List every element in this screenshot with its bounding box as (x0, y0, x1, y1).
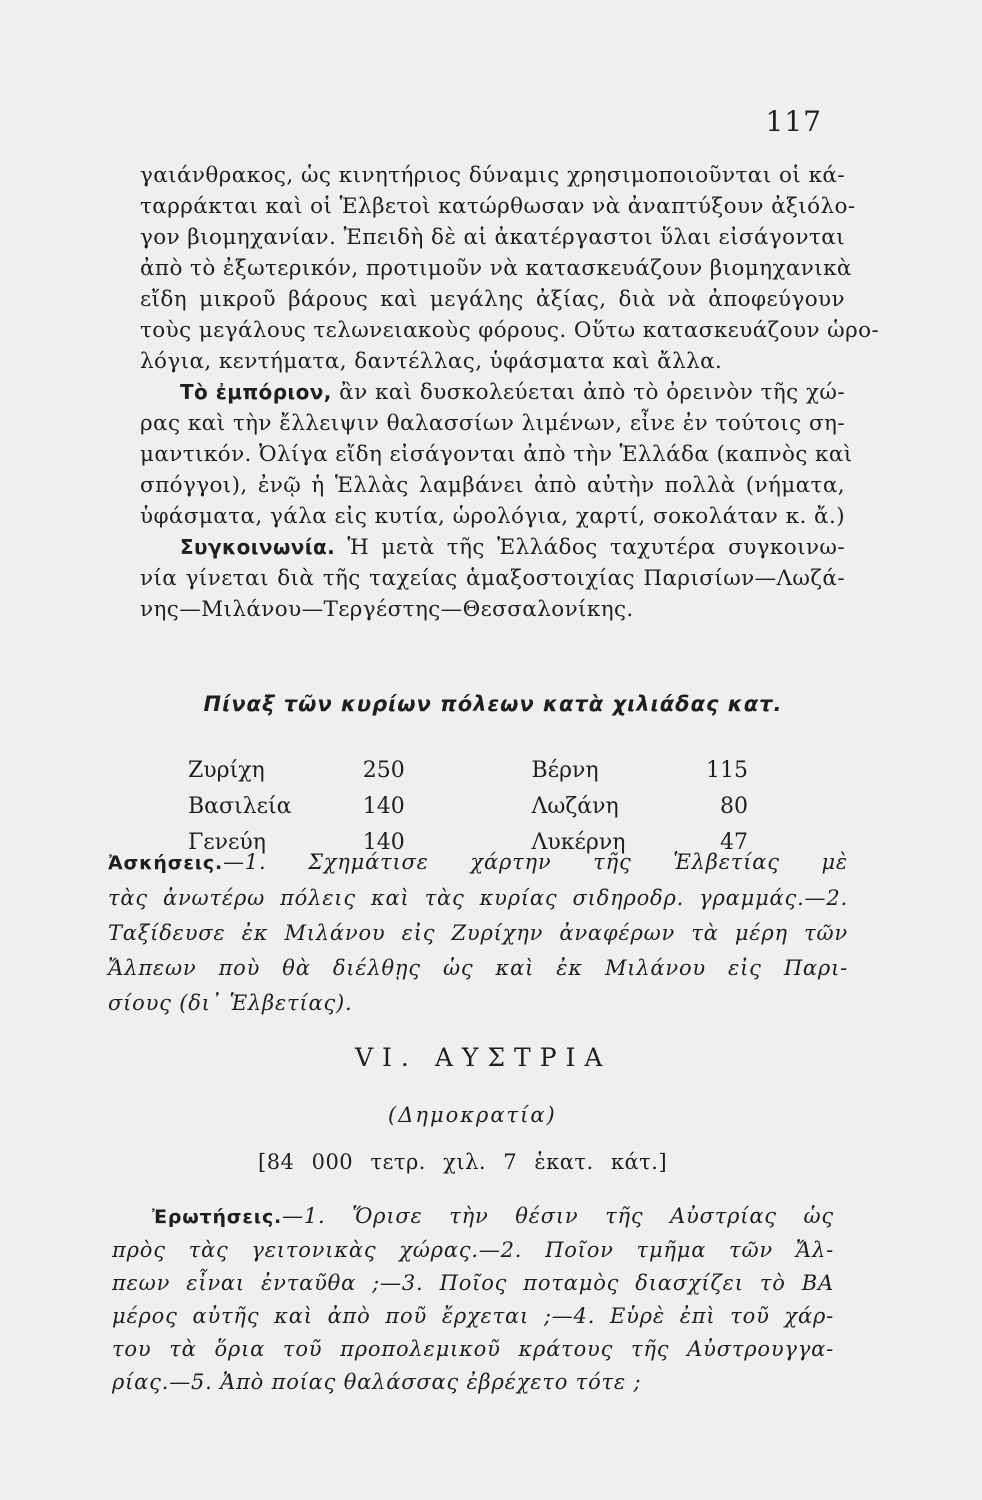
exercise-line: Ἄλπεων ποὺ θὰ διέλθῃς ὡς καὶ ἐκ Μιλάνου εἰς Παρι- (108, 956, 848, 980)
page-number: 117 (765, 105, 822, 138)
paragraph-line: ἀπὸ τὸ ἐξωτερικόν, προτιμοῦν νὰ κατασκευάζουν βιομηχανικὰ (140, 256, 852, 281)
paragraph-line: εἴδη μικροῦ βάρους καὶ μεγάλης ἀξίας, διὰ νὰ ἀποφεύγουν (140, 287, 845, 312)
commerce-line: ἂν καὶ δυσκολεύεται ἀπὸ τὸ ὀρεινὸν τῆς χώ- (339, 380, 846, 405)
exercises-first-line (108, 845, 848, 881)
exercise-line: σίους (δι᾿ Ἑλβετίας). (108, 991, 353, 1015)
city-name: Γενεύη (188, 829, 266, 855)
city-name: Λωζάνη (531, 793, 619, 819)
communication-line: Ἡ μετὰ τῆς Ἑλλάδος ταχυτέρα συγκοινω- (347, 535, 845, 560)
city-population: 140 (362, 829, 405, 855)
city-name: Βέρνη (531, 757, 599, 783)
city-population: 47 (720, 829, 748, 855)
paragraph-line: τοὺς μεγάλους τελωνειακοὺς φόρους. Οὕτω κατασκευάζουν ὡρο- (140, 318, 880, 343)
communication-term: Συγκοινωνία. (180, 535, 336, 559)
city-population: 115 (706, 757, 748, 783)
city-population: 250 (362, 757, 405, 783)
exercise-line: Ταξίδευσε ἐκ Μιλάνου εἰς Ζυρίχην ἀναφέρων τὰ μέρη τῶν (108, 921, 848, 945)
city-population: 140 (362, 793, 405, 819)
questions-lead: Ἐρωτήσεις. (152, 1206, 283, 1228)
question-line: πεων εἶναι ἐνταῦθα ;—3. Ποῖος ποταμὸς διασχίζει τὸ ΒΑ (112, 1271, 834, 1295)
table-row (188, 788, 748, 824)
table-row (188, 752, 748, 788)
commerce-first-line (140, 377, 845, 408)
paragraph-line: γον βιομηχανίαν. Ἐπειδὴ δὲ αἱ ἀκατέργαστοι ὕλαι εἰσάγονται (140, 225, 845, 250)
questions-first-line (112, 1200, 834, 1234)
exercises-block (108, 845, 848, 1021)
communication-first-line (140, 532, 845, 563)
city-name: Ζυρίχη (188, 757, 265, 783)
city-population: 80 (720, 793, 748, 819)
paragraph-line: γαιάνθρακος, ὡς κινητήριος δύναμις χρησιμοποιοῦνται οἱ κά- (140, 163, 845, 188)
city-name: Λυκέρνη (531, 829, 626, 855)
commerce-line: ρας καὶ τὴν ἔλλειψιν θαλασσίων λιμένων, εἶνε ἐν τούτοις ση- (140, 411, 845, 436)
paragraph-line: λόγια, κεντήματα, δαντέλλας, ὑφάσματα καὶ ἄλλα. (140, 349, 723, 374)
question-line: μέρος αὐτῆς καὶ ἀπὸ ποῦ ἔρχεται ;—4. Εὑρὲ ἐπὶ τοῦ χάρ- (112, 1304, 834, 1328)
exercise-line: —1. Σχημάτισε χάρτην τῆς Ἑλβετίας μὲ (222, 850, 848, 874)
commerce-line: μαντικόν. Ὀλίγα εἴδη εἰσάγονται ἀπὸ τὴν Ἑλλάδα (καπνὸς καὶ (140, 442, 853, 467)
area-note: [84 000 τετρ. χιλ. 7 ἑκατ. κάτ.] (258, 1150, 668, 1174)
question-line: —1. Ὅρισε τὴν θέσιν τῆς Αὐστρίας ὡς (282, 1204, 834, 1228)
city-name: Βασιλεία (188, 793, 292, 819)
body-text (140, 160, 880, 625)
commerce-line: σπόγγοι), ἐνῷ ἡ Ἑλλὰς λαμβάνει ἀπὸ αὐτὴν πολλὰ (νήματα, (140, 473, 845, 498)
section-subtitle: (Δημοκρατία) (388, 1103, 557, 1127)
question-line: ρίας.—5. Ἀπὸ ποίας θαλάσσας ἐβρέχετο τότε ; (112, 1370, 642, 1394)
paragraph-line: ταρράκται καὶ οἱ Ἑλβετοὶ κατώρθωσαν νὰ ἀναπτύξουν ἀξιόλο- (140, 194, 856, 219)
section-heading: VI. ΑΥΣΤΡΙΑ (355, 1043, 612, 1072)
communication-line: νία γίνεται διὰ τῆς ταχείας ἁμαξοστοιχίας Παρισίων—Λωζά- (140, 566, 845, 591)
table-title: Πίναξ τῶν κυρίων πόλεων κατὰ χιλιάδας κατ. (203, 692, 783, 716)
questions-block (112, 1200, 834, 1399)
communication-line: νης—Μιλάνου—Τεργέστης—Θεσσαλονίκης. (140, 597, 634, 622)
question-line: του τὰ ὅρια τοῦ προπολεμικοῦ κράτους τῆς Αὐστρουγγα- (112, 1337, 834, 1361)
exercises-lead: Ἀσκήσεις. (108, 852, 223, 874)
question-line: πρὸς τὰς γειτονικὰς χώρας.—2. Ποῖον τμῆμα τῶν Ἄλ- (112, 1238, 834, 1262)
city-population-table (188, 752, 748, 860)
commerce-term: Τὸ ἐμπόριον, (180, 380, 332, 404)
exercise-line: τὰς ἀνωτέρω πόλεις καὶ τὰς κυρίας σιδηροδρ. γραμμάς.—2. (108, 886, 848, 910)
commerce-line: ὑφάσματα, γάλα εἰς κυτία, ὡρολόγια, χαρτί, σοκολάταν κ. ἄ.) (140, 504, 845, 529)
